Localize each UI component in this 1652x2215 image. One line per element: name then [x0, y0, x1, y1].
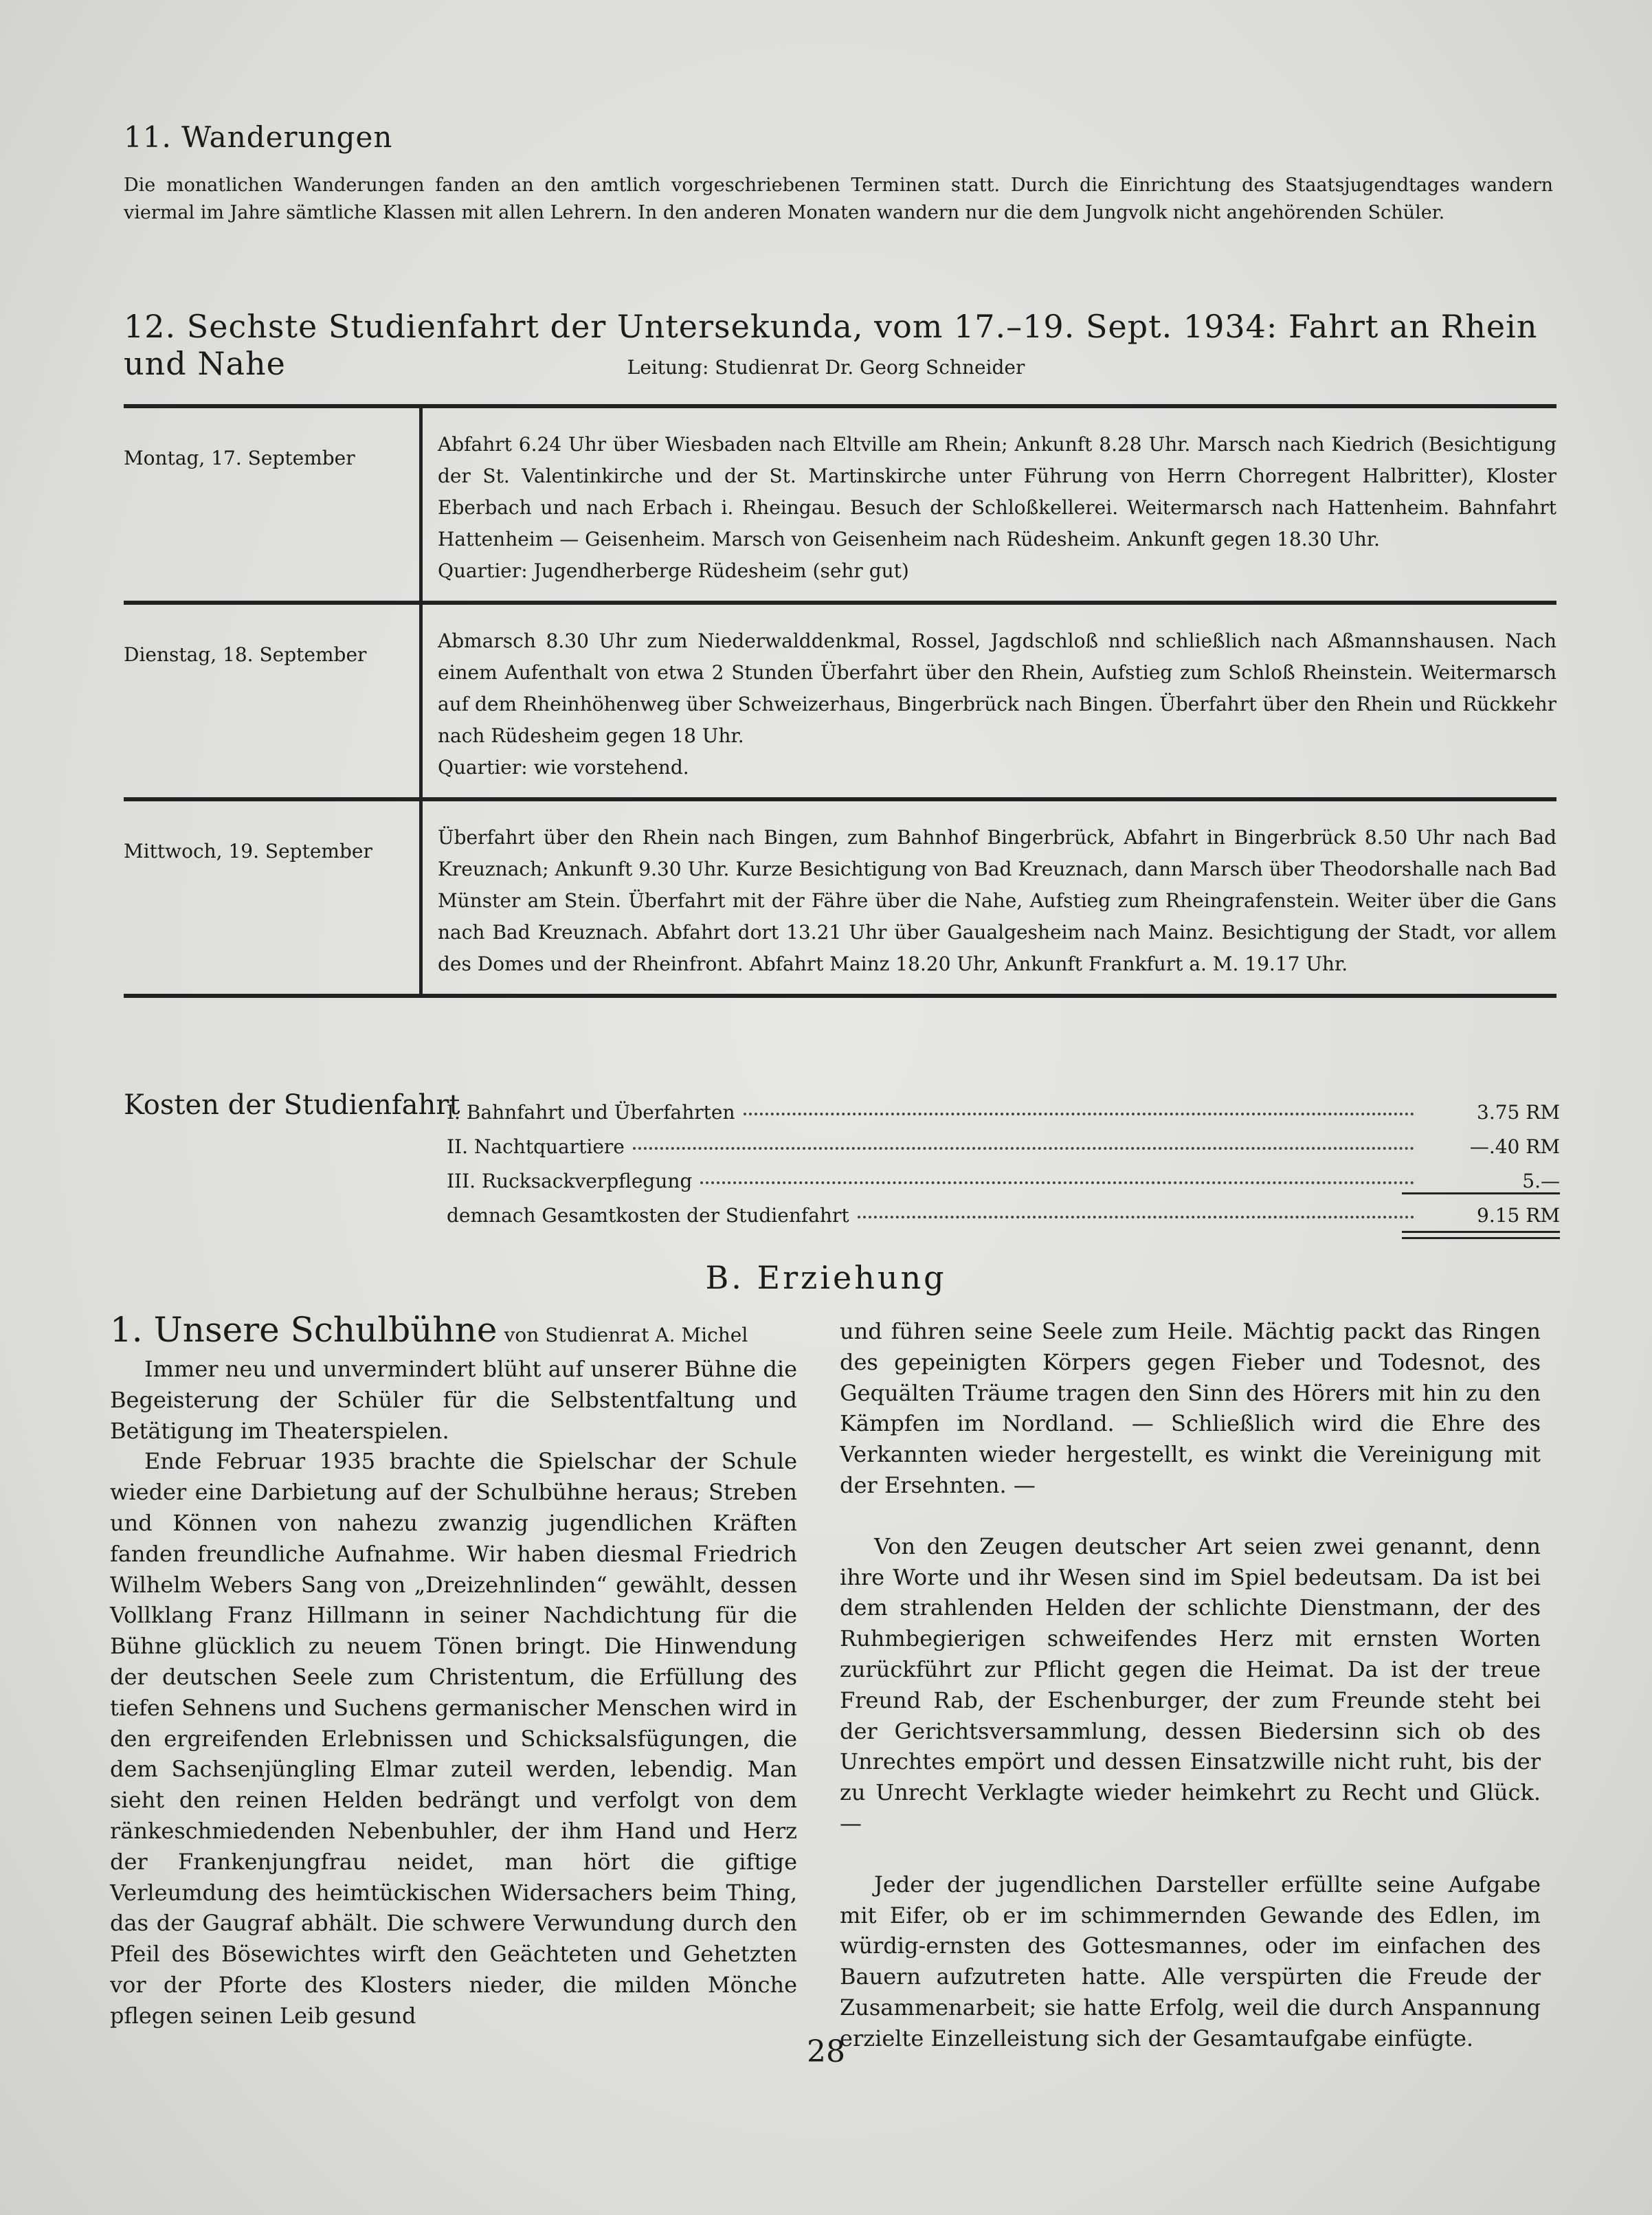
article-header	[110, 1306, 797, 1354]
day-label: Mittwoch, 19. September	[124, 840, 372, 862]
paragraph: Ende Februar 1935 brachte die Spielschar der Schule wieder eine Darbietung auf der Schulbühne heraus; Streben und Können von nahezu zwanzig jugendlichen Kräften fanden freundliche Aufnahme. Wir haben diesmal Friedrich Wilhelm Webers Sang von „Dreizehnlinden“ gewählt, dessen Vollklang Franz Hillmann in seiner Nachdichtung für die Bühne glücklich zu neuem Tönen bringt. Die Hinwendung der deutschen Seele zum Christentum, die Erfüllung des tiefen Sehnens und Suchens germanischer Menschen wird in den ergreifenden Erlebnissen und Schicksalsfügungen, die dem Sachsenjüngling Elmar zuteil werden, lebendig. Man sieht den reinen Helden bedrängt und verfolgt von dem ränkeschmiedenden Nebenbuhler, der ihm Hand und Herz der Frankenjungfrau neidet, man hört die giftige Verleumdung des heimtückischen Widersachers beim Thing, das der Gaugraf abhält. Die schwere Verwundung durch den Pfeil des Bösewichtes wirft den Geächteten und Gehetzten vor der Pforte des Klosters nieder, die milden Mönche pflegen seinen Leib gesund	[110, 1448, 797, 2029]
article-title: 1. Unsere Schulbühne	[110, 1310, 498, 1350]
day-description	[438, 801, 1556, 994]
cost-total-label: demnach Gesamtkosten der Studienfahrt	[447, 1204, 849, 1227]
trip-leader: Leitung: Studienrat Dr. Georg Schneider	[627, 356, 1025, 379]
day-quarter: Quartier: Jugendherberge Rüdesheim (sehr gut)	[438, 559, 909, 582]
day-text: Abfahrt 6.24 Uhr über Wiesbaden nach Eltville am Rhein; Ankunft 8.28 Uhr. Marsch nach Kiedrich (Besichtigung der St. Valentinkirche und der St. Martinskirche unter Führung von Herrn Chorregent Halbritter), Kloster Eberbach und nach Erbach i. Rheingau. Besuch der Schloßkellerei. Weitermarsch nach Hattenheim. Bahnfahrt Hattenheim — Geisenheim. Marsch von Geisenheim nach Rüdesheim. Ankunft gegen 18.30 Uhr.	[438, 433, 1556, 550]
cost-item-name: II. Nachtquartiere	[447, 1135, 625, 1158]
article-left-column	[110, 1306, 797, 2032]
paragraph: Jeder der jugendlichen Darsteller erfüllte seine Aufgabe mit Eifer, ob er im schimmernden Gewande des Edlen, im würdig-ernsten des Gottesmannes, oder im einfachen des Bauern aufzutreten hatte. Alle verspürten die Freude der Zusammenarbeit; sie hatte Erfolg, weil die durch Anspannung erzielte Einzelleistung sich der Gesamtaufgabe einfügte.	[840, 1871, 1541, 2051]
article-right-column	[840, 1316, 1541, 2054]
day-label: Montag, 17. September	[124, 447, 355, 469]
cost-label: Kosten der Studienfahrt	[124, 1089, 460, 1121]
leader-dots	[633, 1147, 1414, 1150]
leader-dots	[700, 1181, 1414, 1184]
itinerary-row-wednesday	[124, 801, 1556, 994]
cost-item	[447, 1089, 1560, 1124]
cost-item-name: III. Rucksackverpflegung	[447, 1170, 693, 1192]
day-label: Dienstag, 18. September	[124, 643, 367, 666]
cost-item-amount: 3.75 RM	[1477, 1101, 1560, 1124]
cost-items	[447, 1089, 1560, 1227]
column-divider	[419, 408, 423, 601]
day-description	[438, 408, 1556, 601]
paragraph: und führen seine Seele zum Heile. Mächtig packt das Ringen des gepeinigten Körpers gegen Fieber und Todesnot, des Gequälten Träume tragen den Sinn des Hörers mit hin zu den Kämpfen im Nordland. — Schließlich wird die Ehre des Verkannten wieder hergestellt, es winkt die Vereinigung mit der Ersehnten. —	[840, 1318, 1541, 1498]
section-12-heading: 12. Sechste Studienfahrt der Untersekunda, vom 17.–19. Sept. 1934: Fahrt an Rhein und Nahe	[124, 308, 1538, 382]
cost-item-amount: —.40 RM	[1469, 1135, 1560, 1158]
cost-item	[447, 1124, 1560, 1158]
day-description	[438, 605, 1556, 797]
sum-rule	[1402, 1192, 1560, 1194]
leader-dots	[858, 1216, 1414, 1218]
page-number: 28	[807, 2034, 845, 2069]
day-quarter: Quartier: wie vorstehend.	[438, 756, 689, 779]
day-text: Abmarsch 8.30 Uhr zum Niederwalddenkmal, Rossel, Jagdschloß nnd schließlich nach Aßmannshausen. Nach einem Aufenthalt von etwa 2 Stunden Überfahrt über den Rhein, Aufstieg zum Schloß Rheinstein. Weitermarsch auf dem Rheinhöhenweg über Schweizerhaus, Bingerbrück nach Bingen. Überfahrt über den Rhein und Rückkehr nach Rüdesheim gegen 18 Uhr.	[438, 630, 1556, 747]
cost-item-name: I. Bahnfahrt und Überfahrten	[447, 1101, 735, 1124]
paragraph: Immer neu und unvermindert blüht auf unserer Bühne die Begeisterung der Schüler für die Selbstentfaltung und Betätigung im Theaterspielen.	[110, 1356, 797, 1444]
leader-dots	[744, 1113, 1414, 1115]
itinerary-row-monday	[124, 408, 1556, 601]
itinerary-row-tuesday	[124, 605, 1556, 797]
section-11-heading: 11. Wanderungen	[124, 120, 393, 154]
cost-total	[447, 1192, 1560, 1227]
cost-item	[447, 1158, 1560, 1192]
double-rule	[1402, 1231, 1560, 1239]
itinerary-table	[124, 404, 1556, 998]
day-text: Überfahrt über den Rhein nach Bingen, zum Bahnhof Bingerbrück, Abfahrt in Bingerbrück 8.50 Uhr nach Bad Kreuznach; Ankunft 9.30 Uhr. Kurze Besichtigung von Bad Kreuznach, dann Marsch über Theodorshalle nach Bad Münster am Stein. Überfahrt mit der Fähre über die Nahe, Aufstieg zum Rheingrafenstein. Weiter über die Gans nach Bad Kreuznach. Abfahrt dort 13.21 Uhr über Gaualgesheim nach Mainz. Besichtigung der Stadt, vor allem des Domes und der Rheinfront. Abfahrt Mainz 18.20 Uhr, Ankunft Frankfurt a. M. 19.17 Uhr.	[438, 826, 1556, 975]
section-11-body: Die monatlichen Wanderungen fanden an den amtlich vorgeschriebenen Terminen statt. Durch die Einrichtung des Staatsjugendtages wandern viermal im Jahre sämtliche Klassen mit allen Lehrern. In den anderen Monaten wandern nur die dem Jungvolk nicht angehörenden Schüler.	[124, 175, 1553, 223]
column-divider	[419, 605, 423, 797]
paragraph: Von den Zeugen deutscher Art seien zwei genannt, denn ihre Worte und ihr Wesen sind im Spiel bedeutsam. Da ist bei dem strahlenden Helden der schlichte Dienstmann, der des Ruhmbegierigen schweifendes Herz mit ernsten Worten zurückführt zur Pflicht gegen die Heimat. Da ist der treue Freund Rab, der Eschenburger, der zum Freunde steht bei der Gerichtsversammlung, dessen Biedersinn sich ob des Unrechtes empört und dessen Einsatzwille nicht ruht, bis der zu Unrecht Verklagte wieder heimkehrt zu Recht und Glück. —	[840, 1533, 1541, 1836]
column-divider	[419, 801, 423, 994]
cost-item-amount: 5.—	[1522, 1170, 1560, 1192]
cost-total-amount: 9.15 RM	[1477, 1204, 1560, 1227]
section-b-heading: B. Erziehung	[705, 1259, 947, 1296]
table-rule	[124, 994, 1556, 998]
article-byline: von Studienrat A. Michel	[504, 1324, 748, 1346]
